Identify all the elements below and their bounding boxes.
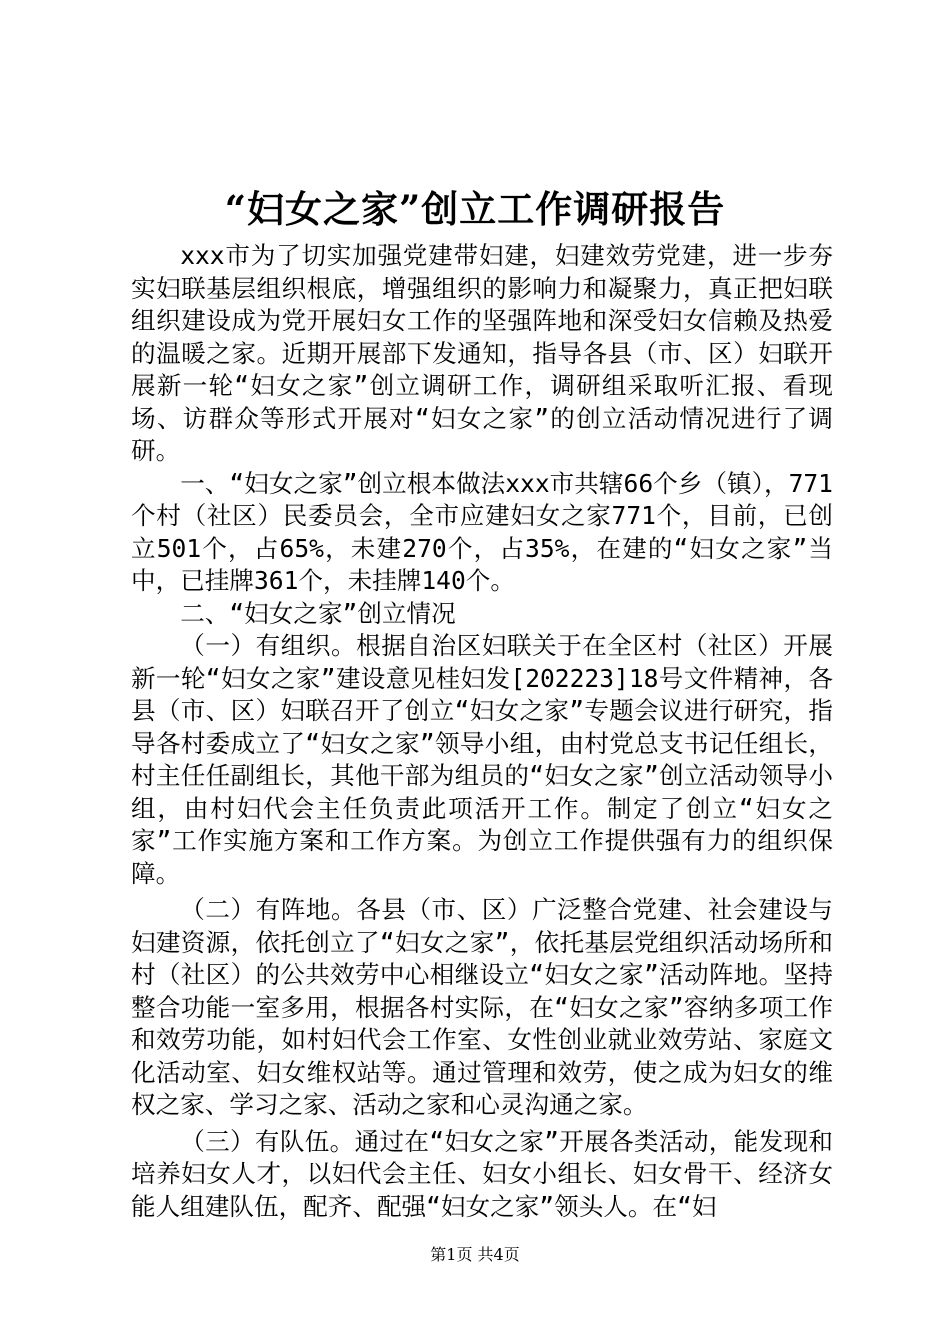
document-body <box>131 240 833 1223</box>
paragraph-venue: （二）有阵地。各县（市、区）广泛整合党建、社会建设与妇建资源，依托创立了“妇女之家”，依托基层党组织活动场所和村（社区）的公共效劳中心相继设立“妇女之家”活动阵地。坚持整合功能一室多用，根据各村实际，在“妇女之家”容纳多项工作和效劳功能，如村妇代会工作室、女性创业就业效劳站、家庭文化活动室、妇女维权站等。通过管理和效劳，使之成为妇女的维权之家、学习之家、活动之家和心灵沟通之家。 <box>131 895 833 1119</box>
paragraph-team: （三）有队伍。通过在“妇女之家”开展各类活动，能发现和培养妇女人才，以妇代会主任、妇女小组长、妇女骨干、经济女能人组建队伍，配齐、配强“妇女之家”领头人。在“妇 <box>131 1126 833 1221</box>
paragraph-intro: xxx市为了切实加强党建带妇建，妇建效劳党建，进一步夯实妇联基层组织根底，增强组织的影响力和凝聚力，真正把妇联组织建设成为党开展妇女工作的坚强阵地和深受妇女信赖及热爱的温暖之家。近期开展部下发通知，指导各县（市、区）妇联开展新一轮“妇女之家”创立调研工作，调研组采取听汇报、看现场、访群众等形式开展对“妇女之家”的创立活动情况进行了调研。 <box>131 241 833 465</box>
document-title: “妇女之家”创立工作调研报告 <box>224 187 726 231</box>
paragraph-section-1: 一、“妇女之家”创立根本做法xxx市共辖66个乡（镇），771个村（社区）民委员会，全市应建妇女之家771个，目前，已创立501个，占65%，未建270个，占35%，在建的“妇女之家”当中，已挂牌361个，未挂牌140个。 <box>131 468 833 595</box>
paragraph-section-2-heading: 二、“妇女之家”创立情况 <box>180 598 456 628</box>
page-number-footer: 第1页 共4页 <box>430 1245 520 1264</box>
paragraph-organization: （一）有组织。根据自治区妇联关于在全区村（社区）开展新一轮“妇女之家”建设意见桂妇发[202223]18号文件精神，各县（市、区）妇联召开了创立“妇女之家”专题会议进行研究，指导各村委成立了“妇女之家”领导小组，由村党总支书记任组长，村主任任副组长，其他干部为组员的“妇女之家”创立活动领导小组，由村妇代会主任负责此项活开工作。制定了创立“妇女之家”工作实施方案和工作方案。为创立工作提供强有力的组织保障。 <box>131 631 833 888</box>
